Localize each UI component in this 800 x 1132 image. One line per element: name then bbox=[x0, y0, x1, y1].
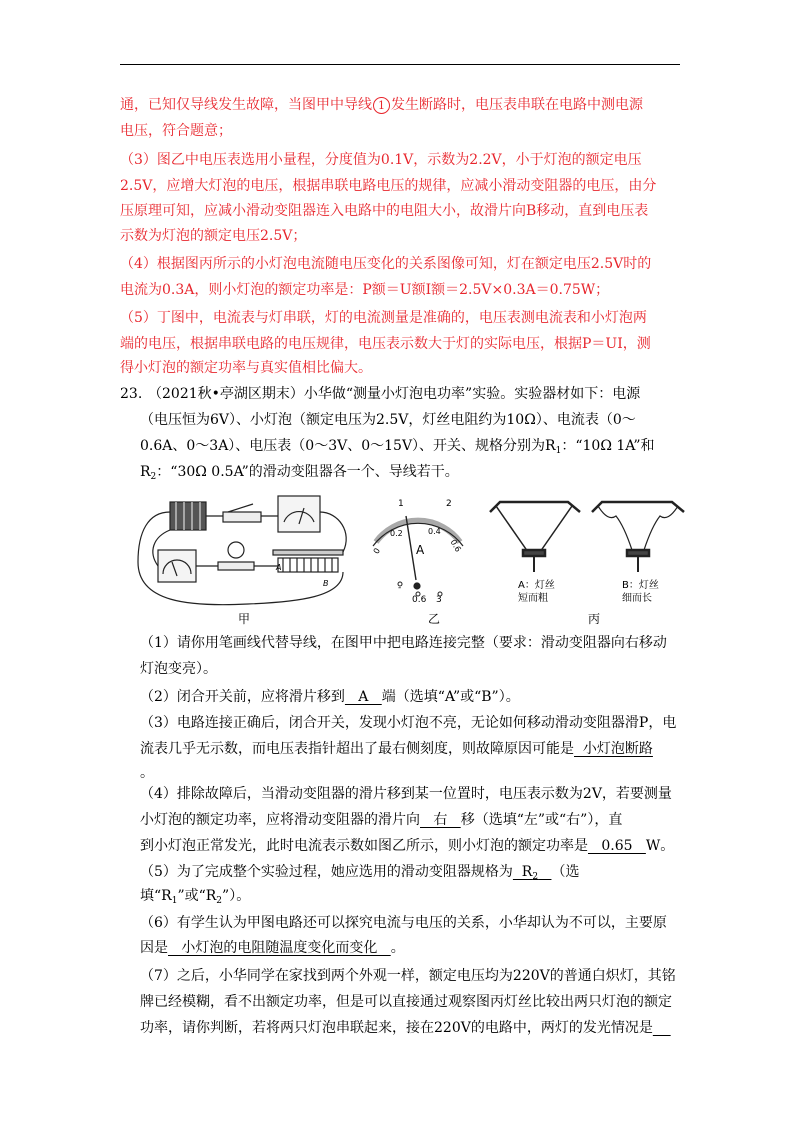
filament-b-bing bbox=[592, 502, 684, 572]
rheostat-label-b: B bbox=[323, 579, 329, 588]
solution-line-11: 得小灯泡的额定功率与真实值相比偏大。 bbox=[120, 360, 372, 376]
question-line-2: （电压恒为6V）、小灯泡（额定电压为2.5V，灯丝电阻约为10Ω）、电流表（0～ bbox=[140, 412, 636, 428]
meter-tick-06: 0.6 bbox=[448, 538, 463, 554]
part-2-answer: A bbox=[344, 689, 382, 705]
circuit-diagram-jia bbox=[138, 496, 346, 605]
rheostat-label-a: A bbox=[276, 563, 282, 572]
figure-drawings bbox=[128, 492, 688, 627]
solution-line-6: 示数为灯泡的额定电压2.5V； bbox=[120, 228, 307, 244]
question-number: 23. bbox=[120, 386, 143, 402]
experiment-figures bbox=[128, 492, 688, 627]
meter-needle bbox=[406, 516, 416, 580]
solution-line-5: 压原理可知，应减小滑动变阻器连入电路中的电阻大小，故滑片向B移动，直到电压表 bbox=[120, 203, 649, 219]
circled-number: 1 bbox=[373, 97, 390, 114]
bulb-a-label-1: A：灯丝 bbox=[518, 580, 555, 591]
rheostat-icon bbox=[278, 558, 338, 572]
part-7-line-3: 功率，请你判断，若将两只灯泡串联起来，接在220V的电路中，两灯的发光情况是 bbox=[140, 1018, 671, 1038]
meter-tick-0: 0 bbox=[371, 546, 383, 556]
part-4-line-1: （4）排除故障后，当滑动变阻器的滑片移到某一位置时，电压表示数为2V，若要测量 bbox=[140, 786, 672, 802]
terminal-3: 3 bbox=[436, 595, 442, 605]
bulb-b-label-2: 细而长 bbox=[622, 593, 652, 604]
meter-tick-top-1: 1 bbox=[398, 499, 404, 509]
part-6-answer: 小灯泡的电阻随温度变化而变化 bbox=[168, 940, 391, 956]
part-5-answer: $R_2$ bbox=[512, 864, 539, 882]
part-4-answer-1: 右 bbox=[420, 812, 461, 828]
question-line-4: $R_2$：“30Ω 0.5A”的滑动变阻器各一个、导线若干。 bbox=[140, 464, 459, 482]
bulb-icon bbox=[228, 542, 244, 558]
terminal-06: 0.6 bbox=[412, 595, 427, 605]
meter-letter: A bbox=[416, 543, 425, 557]
part-7-answer-blank bbox=[653, 1020, 671, 1036]
solution-line-10: 端的电压，根据串联电路的电压规律，电压表示数大于灯的实际电压，根据P＝UI，测 bbox=[120, 336, 651, 352]
part-6-line-2: 因是 小灯泡的电阻随温度变化而变化 。 bbox=[140, 940, 405, 956]
bulb-b-label-1: B：灯丝 bbox=[622, 580, 659, 591]
ammeter-icon bbox=[158, 550, 196, 582]
part-7-line-2: 牌已经模糊，看不出额定功率，但是可以直接通过观察图丙灯丝比较出两只灯泡的额定 bbox=[140, 994, 672, 1010]
terminal-minus: - bbox=[398, 583, 402, 593]
part-3-line-2: 流表几乎无示数，而电压表指针超出了最右侧刻度，则故障原因可能是 小灯泡断路 bbox=[140, 741, 653, 757]
question-line-1: （2021秋•亭湖区期末）小华做“测量小灯泡电功率”实验。实验器材如下：电源 bbox=[148, 386, 641, 402]
figure-label-bing: 丙 bbox=[588, 612, 601, 626]
solution-line-1: 通，已知仅导线发生故障，当图甲中导线 1 发生断路时，电压表串联在电路中测电源 bbox=[120, 97, 643, 113]
meter-tick-top-2: 2 bbox=[446, 499, 452, 509]
part-1-line-1: （1）请你用笔画线代替导线，在图甲中把电路连接完整（要求：滑动变阻器向右移动 bbox=[140, 635, 667, 651]
meter-tick-04: 0.4 bbox=[428, 527, 441, 536]
part-4-answer-2: 0.65 bbox=[588, 838, 646, 854]
solution-line-4: 2.5V，应增大灯泡的电压，根据串联电路电压的规律，应减小滑动变阻器的电压，由分 bbox=[120, 178, 657, 194]
solution-line-3: （3）图乙中电压表选用小量程，分度值为0.1V，示数为2.2V，小于灯泡的额定电压 bbox=[120, 152, 642, 168]
figure-label-jia: 甲 bbox=[238, 612, 251, 626]
solution-line-2: 电压，符合题意； bbox=[120, 123, 232, 139]
part-3-answer: 小灯泡断路 bbox=[574, 741, 653, 757]
part-5-line-1: （5）为了完成整个实验过程，她应选用的滑动变阻器规格为 $R_2$ （选 bbox=[140, 864, 580, 882]
part-2-line: （2）闭合开关前，应将滑片移到 A 端（选填“A”或“B”）。 bbox=[140, 689, 520, 705]
header-rule bbox=[120, 64, 680, 65]
part-3-line-1: （3）电路连接正确后，闭合开关，发现小灯泡不亮，无论如何移动滑动变阻器滑P，电 bbox=[140, 715, 677, 731]
figure-label-yi: 乙 bbox=[428, 612, 441, 626]
filament-a-bing bbox=[490, 502, 580, 572]
part-3-line-3: 。 bbox=[140, 765, 154, 781]
part-6-line-1: （6）有学生认为甲图电路还可以探究电流与电压的关系，小华却认为不可以，主要原 bbox=[140, 915, 667, 931]
part-7-line-1: （7）之后，小华同学在家找到两个外观一样，额定电压均为220V的普通白炽灯，其铭 bbox=[140, 968, 676, 984]
voltmeter-icon bbox=[278, 496, 320, 532]
switch-icon bbox=[223, 512, 261, 522]
battery-icon bbox=[170, 502, 206, 530]
meter-tick-02: 0.2 bbox=[390, 529, 403, 538]
bulb-a-label-2: 短而粗 bbox=[518, 593, 548, 604]
question-line-3: 0.6A、0～3A）、电压表（0～3V、0～15V）、开关、规格分别为$R_1$：“10Ω 1A”和 bbox=[140, 438, 655, 456]
part-4-line-3: 到小灯泡正常发光，此时电流表示数如图乙所示，则小灯泡的额定功率是 0.65 W。 bbox=[140, 838, 675, 854]
part-5-line-2: 填“$R_1$”或“$R_2$”）。 bbox=[140, 888, 251, 906]
solution-line-9: （5）丁图中，电流表与灯串联，灯的电流测量是准确的，电压表测电流表和小灯泡两 bbox=[120, 310, 647, 326]
solution-line-7: （4）根据图丙所示的小灯泡电流随电压变化的关系图像可知，灯在额定电压2.5V时的 bbox=[120, 256, 652, 272]
solution-line-8: 电流为0.3A，则小灯泡的额定功率是：P额＝U额I额＝2.5V×0.3A＝0.75W； bbox=[120, 282, 610, 298]
part-1-line-2: 灯泡变亮）。 bbox=[140, 661, 217, 677]
part-4-line-2: 小灯泡的额定功率，应将滑动变阻器的滑片向 右 移（选填“左”或“右”），直 bbox=[140, 812, 623, 828]
